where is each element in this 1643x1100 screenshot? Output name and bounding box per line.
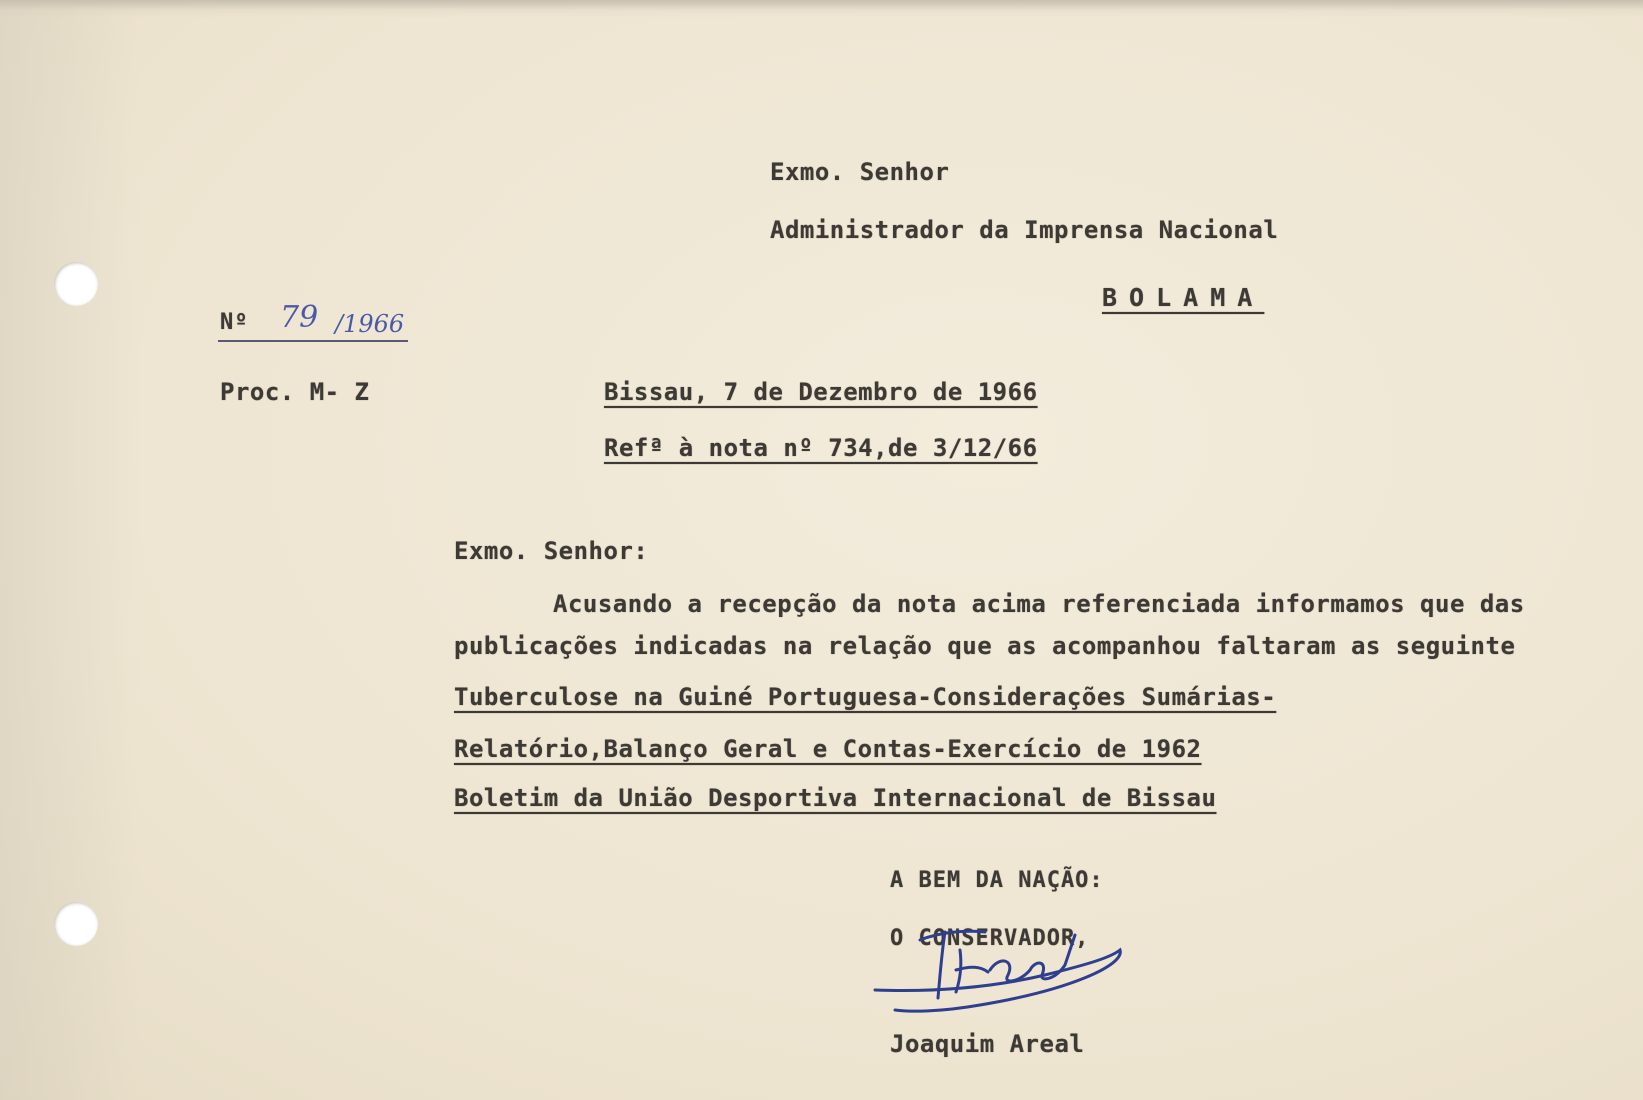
punch-hole-bottom bbox=[54, 902, 98, 946]
body-paragraph-line-2: publicações indicadas na relação que as acompanhou faltaram as seguinte bbox=[454, 632, 1516, 660]
reference-proc: Proc. M- Z bbox=[220, 378, 370, 406]
publication-item: Relatório,Balanço Geral e Contas-Exercício de 1962 bbox=[454, 735, 1202, 763]
reference-number-label: Nº bbox=[220, 310, 249, 335]
paper-top-edge bbox=[0, 0, 1643, 10]
reference-number-value: 79 bbox=[280, 300, 319, 335]
body-paragraph-line-1: Acusando a recepção da nota acima referenciada informamos que das bbox=[553, 590, 1525, 618]
closing-name: Joaquim Areal bbox=[890, 1030, 1085, 1058]
punch-hole-top bbox=[54, 262, 98, 306]
addressee-title: Administrador da Imprensa Nacional bbox=[770, 216, 1279, 244]
reference-number-underline bbox=[218, 340, 408, 342]
letter-ref: Refª à nota nº 734,de 3/12/66 bbox=[604, 434, 1038, 462]
signature bbox=[870, 920, 1140, 1030]
letter-date: Bissau, 7 de Dezembro de 1966 bbox=[604, 378, 1038, 406]
reference-number-year: /1966 bbox=[335, 310, 405, 338]
addressee-place: BOLAMA bbox=[1102, 283, 1265, 312]
closing-role: O CONSERVADOR, bbox=[890, 926, 1090, 951]
body-greeting: Exmo. Senhor: bbox=[454, 537, 649, 565]
addressee-salutation: Exmo. Senhor bbox=[770, 158, 950, 186]
publication-item: Tuberculose na Guiné Portuguesa-Considerações Sumárias- bbox=[454, 683, 1277, 711]
closing-motto: A BEM DA NAÇÃO: bbox=[890, 868, 1104, 893]
publication-item: Boletim da União Desportiva Internacional de Bissau bbox=[454, 784, 1217, 812]
